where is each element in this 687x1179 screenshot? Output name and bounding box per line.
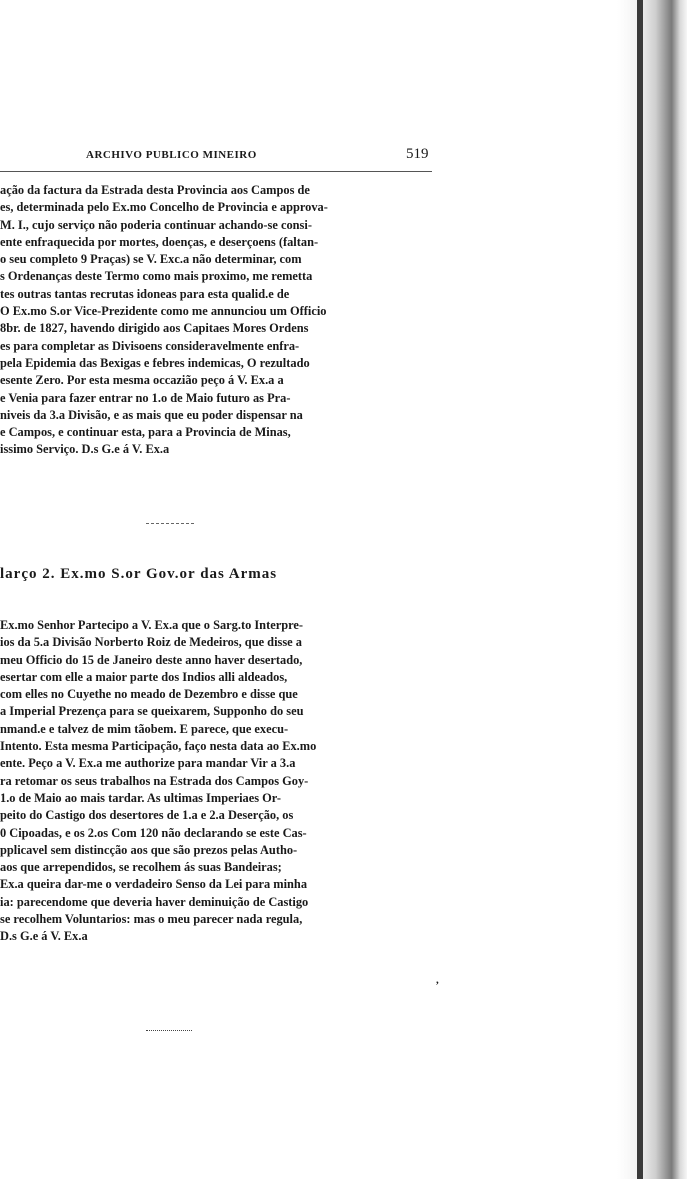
text-line: niveis da 3.a Divisão, e as mais que eu poder dispensar na [0, 407, 303, 422]
text-line: ente. Peço a V. Ex.a me authorize para mandar Vir a 3.a [0, 756, 296, 771]
letter-1-body [0, 182, 440, 459]
header-rule [0, 171, 432, 172]
text-line: tes outras tantas recrutas idoneas para esta qualid.e de [0, 286, 290, 301]
text-line: 8br. de 1827, havendo dirigido aos Capitaes Mores Ordens [0, 321, 309, 336]
text-line: pplicavel sem distincção aos que são prezos pelas Autho- [0, 842, 298, 857]
text-line: esertar com elle a maior parte dos Indios alli aldeados, [0, 669, 288, 684]
text-line: 1.o de Maio ao mais tardar. As ultimas Imperiaes Or- [0, 790, 281, 805]
page-number: 519 [406, 146, 429, 162]
text-line: M. I., cujo serviço não poderia continuar achando-se consi- [0, 217, 312, 232]
text-line: com elles no Cuyethe no meado de Dezembro e disse que [0, 687, 298, 702]
margin-mark: , [436, 974, 439, 986]
running-head [0, 148, 440, 168]
letter-2-body [0, 617, 440, 946]
text-line: nmand.e e talvez de mim tãobem. E parece, que execu- [0, 721, 289, 736]
text-line: e Venia para fazer entrar no 1.o de Maio futuro as Pra- [0, 390, 291, 405]
running-head-title: ARCHIVO PUBLICO MINEIRO [86, 149, 257, 161]
text-line: aos que arrependidos, se recolhem ás suas Bandeiras; [0, 860, 282, 875]
text-line: ente enfraquecida por mortes, doenças, e deserçoens (faltan- [0, 234, 319, 249]
text-line: 0 Cipoadas, e os 2.os Com 120 não declarando se este Cas- [0, 825, 307, 840]
text-line: esente Zero. Por esta mesma occazião peço á V. Ex.a a [0, 373, 284, 388]
text-line: se recolhem Voluntarios: mas o meu parecer nada regula, [0, 912, 303, 927]
book-gutter-shadow [617, 0, 687, 1179]
text-line: issimo Serviço. D.s G.e á V. Ex.a [0, 442, 170, 457]
text-line: peito do Castigo dos desertores de 1.a e 2.a Deserção, os [0, 808, 294, 823]
text-line: es para completar as Divisoens consideravelmente enfra- [0, 338, 300, 353]
text-line: Ex.mo Senhor Partecipo a V. Ex.a que o Sarg.to Interpre- [0, 618, 303, 632]
text-line: ios da 5.a Divisão Norberto Roiz de Medeiros, que disse a [0, 635, 302, 650]
text-line: es, determinada pelo Ex.mo Concelho de Provincia e approva- [0, 200, 328, 215]
text-line: pela Epidemia das Bexigas e febres indemicas, O rezultado [0, 355, 310, 370]
book-spine-edge [637, 0, 643, 1179]
text-line: s Ordenanças deste Termo como mais proximo, me remetta [0, 269, 313, 284]
text-line: a Imperial Prezença para se queixarem, Supponho do seu [0, 704, 304, 719]
text-line: Ex.a queira dar-me o verdadeiro Senso da Lei para minha [0, 877, 308, 892]
text-line: ra retomar os seus trabalhos na Estrada dos Campos Goy- [0, 773, 309, 788]
text-line: o seu completo 9 Praças) se V. Exc.a não determinar, com [0, 252, 302, 267]
letter-2-heading: larço 2. Ex.mo S.or Gov.or das Armas [0, 566, 278, 582]
text-line: ação da factura da Estrada desta Provincia aos Campos de [0, 183, 310, 197]
text-line: Intento. Esta mesma Participação, faço nesta data ao Ex.mo [0, 739, 317, 754]
text-line: ia: parecendome que deveria haver deminuição de Castigo [0, 894, 309, 909]
text-line: meu Officio do 15 de Janeiro deste anno haver desertado, [0, 652, 303, 667]
text-line: e Campos, e continuar esta, para a Provincia de Minas, [0, 425, 291, 440]
section-separator [146, 523, 194, 525]
text-line: O Ex.mo S.or Vice-Prezidente como me annunciou um Officio [0, 304, 327, 319]
end-separator [146, 1030, 192, 1032]
text-line: D.s G.e á V. Ex.a [0, 929, 88, 944]
